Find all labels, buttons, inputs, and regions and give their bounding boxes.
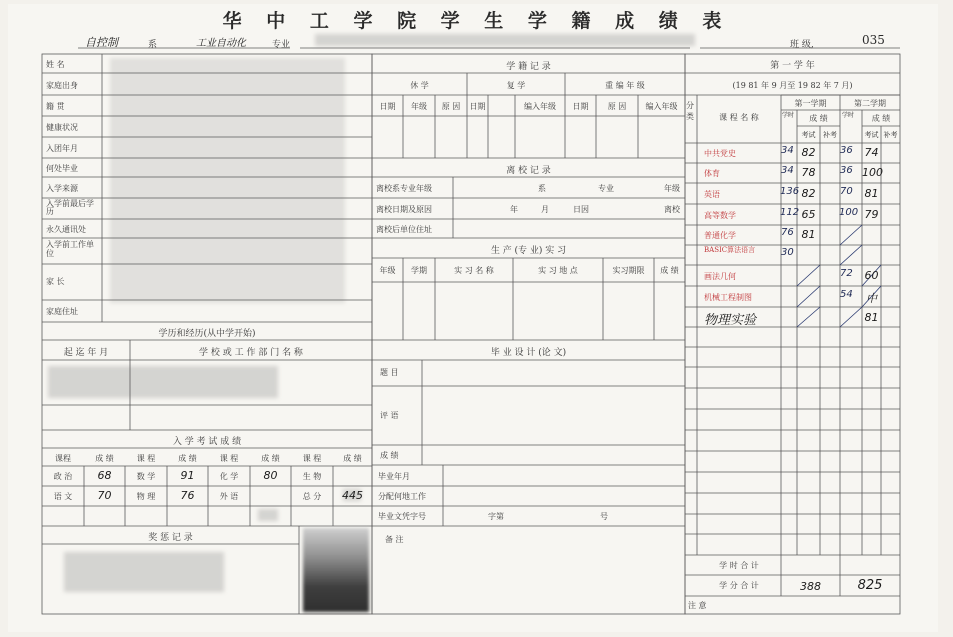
hours-header: 学时	[842, 112, 855, 119]
student-photo	[303, 528, 369, 612]
grad-row-label: 毕业文凭字号	[378, 512, 426, 521]
entrance-subject: 生 物	[302, 472, 322, 481]
total-credit-sem1: 388	[800, 580, 821, 593]
program-value: 自控制	[85, 36, 118, 49]
score-s2: 中	[866, 292, 877, 305]
course-name: 中共党史	[704, 149, 736, 158]
year-range: (19 81 年 9 月至 19 82 年 7 月)	[732, 81, 853, 90]
entrance-header: 课程	[55, 454, 71, 463]
course-name: 体育	[704, 169, 720, 178]
leave-title: 离 校 记 录	[506, 166, 551, 176]
practice-col: 实习期限	[612, 266, 645, 275]
leave-field: 日因	[573, 205, 589, 214]
grad-row-label: 毕业年月	[378, 472, 410, 481]
status-subcol: 日期	[379, 102, 396, 111]
hours-s1: 34	[781, 145, 794, 156]
record-number: 035	[862, 33, 885, 47]
class-label: 班 级,	[790, 40, 814, 50]
score-header: 成 绩	[871, 114, 891, 123]
entrance-subject: 数 学	[136, 472, 156, 481]
score-s1: 78	[801, 166, 816, 179]
course-name: 英语	[704, 190, 720, 199]
design-row-label: 成 绩	[380, 451, 399, 460]
entrance-score: 80	[263, 469, 278, 482]
course-col-header: 课 程 名 称	[719, 113, 759, 122]
grad-row-label: 分配何地工作	[378, 492, 426, 501]
status-subcol: 年级	[411, 102, 427, 111]
design-title: 毕 业 设 计 (论 文)	[490, 348, 567, 358]
score-s2: 100	[862, 166, 883, 179]
hours-s2: 36	[840, 145, 853, 156]
status-group: 重 编 年 级	[605, 81, 645, 90]
form-title: 华 中 工 学 院 学 生 学 籍 成 绩 表	[222, 10, 731, 32]
status-subcol: 编入年级	[645, 102, 678, 111]
entrance-header: 课 程	[302, 454, 322, 463]
entrance-header: 成 绩	[178, 454, 197, 463]
practice-title: 生 产 (专 业) 实 习	[490, 246, 567, 256]
practice-col: 年级	[379, 266, 396, 275]
personal-label: 家 长	[46, 277, 65, 286]
status-subcol: 日期	[572, 102, 589, 111]
personal-label: 永久通讯处	[46, 225, 86, 234]
entrance-header: 成 绩	[95, 454, 114, 463]
score-s2: 81	[864, 187, 879, 200]
sem1-header: 第一学期	[794, 99, 827, 108]
hours-s1: 112	[780, 207, 800, 218]
hours-s1: 34	[781, 165, 794, 176]
design-row-label: 评 语	[380, 411, 399, 420]
leave-field: 系	[538, 184, 546, 193]
leave-field: 年	[510, 205, 518, 214]
hours-s2: 100	[839, 207, 859, 218]
score-s1: 82	[801, 187, 816, 200]
leave-field: 专业	[598, 184, 614, 193]
status-subcol: 原 因	[607, 102, 627, 111]
leave-row-label: 离校日期及原因	[376, 205, 432, 214]
entrance-subject: 外 语	[219, 492, 239, 501]
leave-field: 月	[541, 205, 549, 214]
leave-field: 离校	[664, 205, 680, 214]
redacted-awards	[64, 552, 224, 592]
status-group: 休 学	[410, 81, 429, 90]
history-col-dates: 起 迄 年 月	[63, 348, 109, 358]
exam-header: 考试	[801, 131, 816, 139]
major-value: 工业自动化	[196, 38, 246, 49]
status-group: 复 学	[506, 81, 526, 90]
entrance-subject: 语 文	[53, 492, 73, 501]
entrance-header: 课 程	[136, 454, 156, 463]
course-name: BASIC算法语言	[704, 246, 756, 254]
entrance-score: 70	[97, 489, 112, 502]
entrance-score: 91	[180, 469, 195, 482]
entrance-header: 课 程	[219, 454, 239, 463]
practice-col: 成 绩	[660, 266, 679, 275]
entrance-subject: 总 分	[302, 492, 322, 501]
score-header: 成 绩	[809, 114, 828, 123]
entrance-title: 入 学 考 试 成 绩	[172, 437, 242, 447]
leave-row-label: 离校系专业年级	[376, 184, 432, 193]
personal-label: 姓 名	[46, 60, 65, 69]
makeup-header: 补考	[883, 131, 898, 139]
course-name: 画法几何	[704, 272, 736, 281]
personal-label: 健康状况	[46, 123, 78, 132]
status-subcol: 日期	[469, 102, 486, 111]
entrance-score: 68	[97, 469, 112, 482]
leave-row-label: 离校后单位住址	[376, 225, 432, 234]
score-s2: 79	[864, 208, 879, 221]
entrance-subject: 化 学	[219, 472, 239, 481]
hours-s1: 30	[781, 247, 794, 258]
hours-s1: 136	[780, 186, 800, 197]
personal-label: 何处毕业	[46, 164, 78, 173]
entrance-score: 76	[180, 489, 195, 502]
entrance-header: 成 绩	[343, 454, 362, 463]
score-s1: 81	[801, 228, 816, 241]
personal-label: 家庭出身	[46, 81, 78, 90]
status-subcol: 编入年级	[524, 102, 556, 111]
grad-hao: 号	[600, 512, 608, 521]
history-col-org: 学 校 或 工 作 部 门 名 称	[199, 348, 303, 358]
hours-s2: 72	[840, 268, 853, 279]
score-s1: 65	[801, 208, 816, 221]
grad-zi: 字第	[488, 512, 504, 521]
personal-label: 入学前工作单位	[46, 240, 94, 258]
history-title: 学历和经历(从中学开始)	[158, 329, 256, 339]
entrance-subject: 物 理	[136, 492, 156, 501]
hours-s1: 76	[781, 227, 794, 238]
personal-label: 家庭住址	[46, 307, 78, 316]
score-s2: 60	[864, 269, 879, 282]
note-label: 注 意	[688, 601, 707, 610]
classification-label: 分类	[686, 101, 694, 121]
dept-label: 系	[148, 40, 158, 50]
total-credit-label: 学 分 合 计	[719, 581, 759, 590]
personal-label: 入学前最后学历	[46, 199, 94, 216]
status-subcol: 原 因	[441, 102, 461, 111]
design-row-label: 题 目	[380, 368, 399, 377]
hours-s2: 36	[840, 165, 853, 176]
hours-header: 学时	[782, 112, 795, 119]
practice-col: 学期	[411, 266, 427, 275]
sem2-header: 第二学期	[854, 99, 886, 108]
entrance-header: 成 绩	[261, 454, 280, 463]
exam-header: 考试	[864, 131, 879, 139]
remark-label: 备 注	[385, 535, 404, 544]
redacted-personal-info	[110, 58, 345, 303]
personal-label: 入学来源	[46, 184, 78, 193]
leave-field: 年级	[664, 184, 680, 193]
redacted-score	[258, 509, 278, 521]
practice-col: 实 习 名 称	[454, 266, 494, 275]
score-s1: 82	[801, 146, 816, 159]
redacted-header	[315, 34, 695, 46]
course-name: 高等数学	[704, 211, 736, 220]
practice-col: 实 习 地 点	[538, 266, 578, 275]
course-name: 机械工程制图	[704, 293, 752, 302]
total-credit-sem2: 825	[857, 578, 883, 593]
hours-s2: 70	[840, 186, 853, 197]
status-title: 学 籍 记 录	[506, 62, 551, 72]
entrance-subject: 政 治	[53, 472, 73, 481]
entrance-total: 445	[342, 489, 363, 502]
total-hours-label: 学 时 合 计	[719, 561, 759, 570]
hours-s2: 54	[840, 289, 853, 300]
year-title: 第 一 学 年	[770, 61, 815, 71]
score-s2: 74	[864, 146, 879, 159]
major-label: 专业	[272, 40, 291, 50]
redacted-history	[48, 366, 278, 398]
personal-label: 入团年月	[46, 144, 78, 153]
personal-label: 籍 贯	[46, 102, 65, 111]
makeup-header: 补考	[823, 131, 837, 139]
course-name: 物理实验	[704, 313, 757, 328]
course-name: 普通化学	[704, 231, 736, 240]
score-s2: 81	[864, 311, 879, 324]
awards-title: 奖 惩 记 录	[148, 533, 193, 543]
